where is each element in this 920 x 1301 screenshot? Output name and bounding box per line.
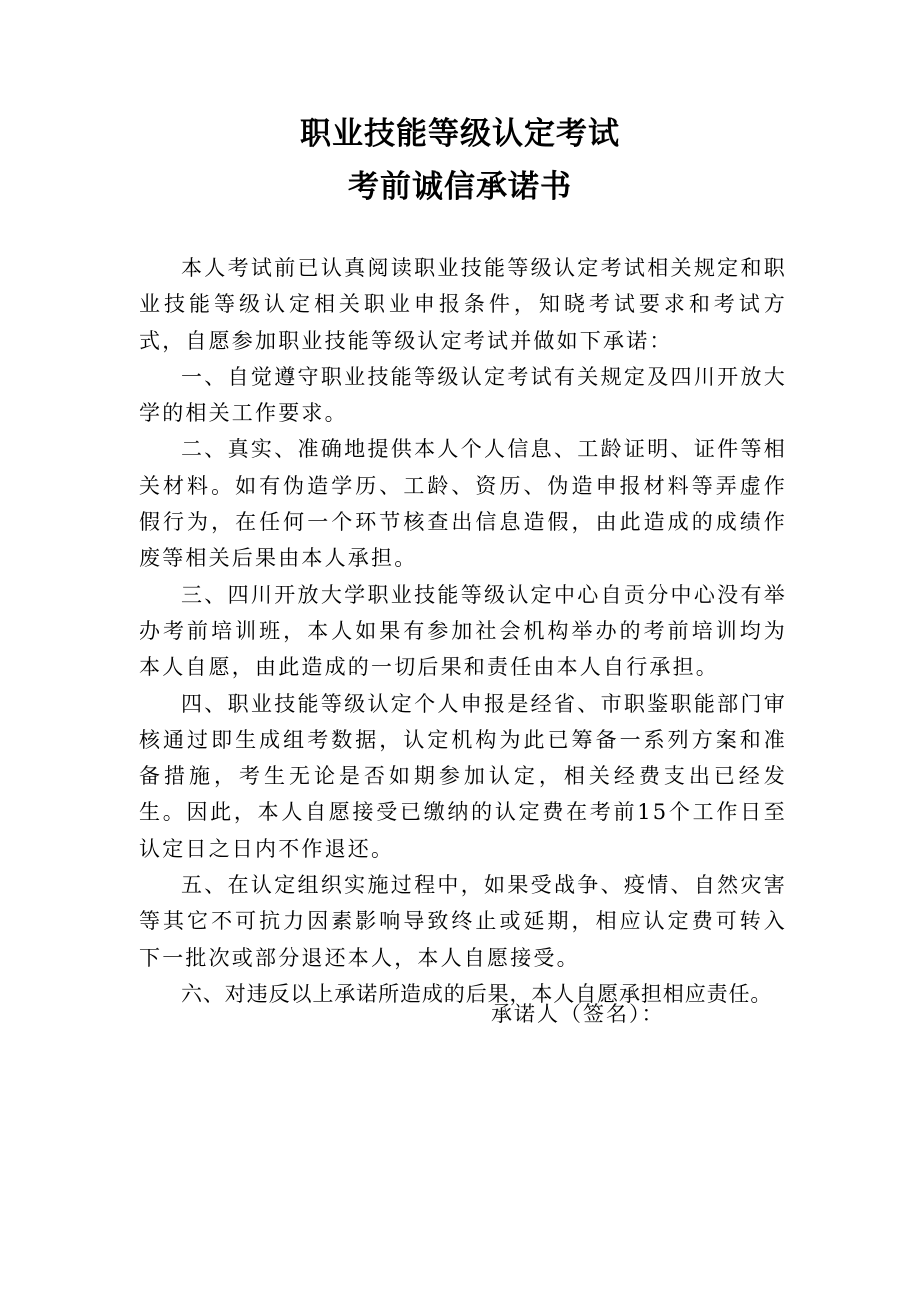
pledge-item-1: 一、自觉遵守职业技能等级认定考试有关规定及四川开放大学的相关工作要求。 xyxy=(139,364,787,426)
intro-paragraph: 本人考试前已认真阅读职业技能等级认定考试相关规定和职业技能等级认定相关职业申报条件，知晓考试要求和考试方式，自愿参加职业技能等级认定考试并做如下承诺： xyxy=(139,256,787,353)
pledge-item-2: 二、真实、准确地提供本人个人信息、工龄证明、证件等相关材料。如有伪造学历、工龄、资历、伪造申报材料等弄虚作假行为，在任何一个环节核查出信息造假，由此造成的成绩作废等相关后果由本人承担。 xyxy=(139,437,787,571)
pledge-item-4: 四、职业技能等级认定个人申报是经省、市职鉴职能部门审核通过即生成组考数据，认定机构为此已筹备一系列方案和准备措施，考生无论是否如期参加认定，相关经费支出已经发生。因此，本人自愿接受已缴纳的认定费在考前15个工作日至认定日之日内不作退还。 xyxy=(139,691,787,861)
pledge-item-6: 六、对违反以上承诺所造成的后果，本人自愿承担相应责任。 xyxy=(181,981,773,1006)
pledge-item-5: 五、在认定组织实施过程中，如果受战争、疫情、自然灾害等其它不可抗力因素影响导致终止或延期，相应认定费可转入下一批次或部分退还本人，本人自愿接受。 xyxy=(139,873,787,970)
pledge-item-3: 三、四川开放大学职业技能等级认定中心自贡分中心没有举办考前培训班，本人如果有参加社会机构举办的考前培训均为本人自愿，由此造成的一切后果和责任由本人自行承担。 xyxy=(139,582,787,680)
signature-label: 承诺人（签名）： xyxy=(491,1002,665,1026)
title-line-2: 考前诚信承诺书 xyxy=(348,169,572,205)
document-title xyxy=(0,108,920,214)
title-line-1: 职业技能等级认定考试 xyxy=(300,116,620,152)
pledge-body xyxy=(139,250,787,1012)
